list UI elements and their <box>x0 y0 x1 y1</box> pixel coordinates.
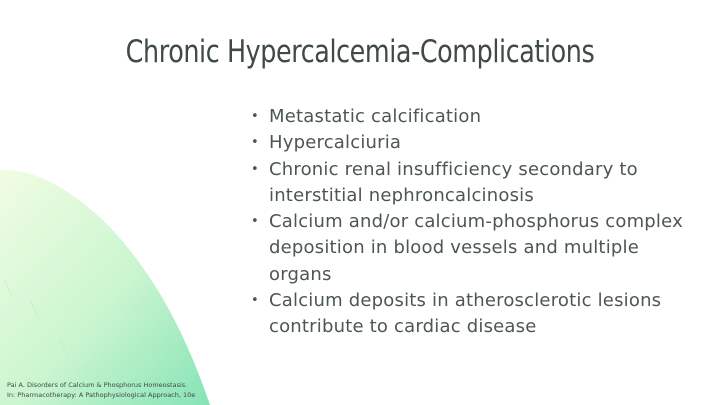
bullet-text: Calcium and/or calcium-phosphorus complex deposition in blood vessels and multiple organs <box>269 211 683 285</box>
bullet-item <box>248 288 688 341</box>
citation-line-1: Pai A. Disorders of Calcium & Phosphorus Homeostasis. <box>7 381 188 389</box>
citation-line-2: In: Pharmacotherapy: A Pathophysiological Approach, 10e <box>7 391 196 399</box>
bullet-item <box>248 157 688 210</box>
bullet-item <box>248 130 688 156</box>
slide-title: Chronic Hypercalcemia-Complications <box>125 34 595 70</box>
citation <box>7 380 195 400</box>
bullet-dot-icon: • <box>251 214 259 230</box>
bullet-item <box>248 209 688 288</box>
bullet-text: Hypercalciuria <box>269 132 402 154</box>
bullet-dot-icon: • <box>251 161 259 177</box>
bullet-dot-icon: • <box>251 109 259 124</box>
bullet-dot-icon: • <box>251 135 259 151</box>
bullet-dot-icon: • <box>251 293 259 309</box>
bullet-text: Calcium deposits in atherosclerotic lesions contribute to cardiac disease <box>269 290 662 338</box>
bullet-text: Chronic renal insufficiency secondary to interstitial nephroncalcinosis <box>269 158 638 206</box>
bullet-list <box>248 104 688 341</box>
bullet-item <box>248 104 688 130</box>
bullet-text: Metastatic calcification <box>269 106 482 127</box>
